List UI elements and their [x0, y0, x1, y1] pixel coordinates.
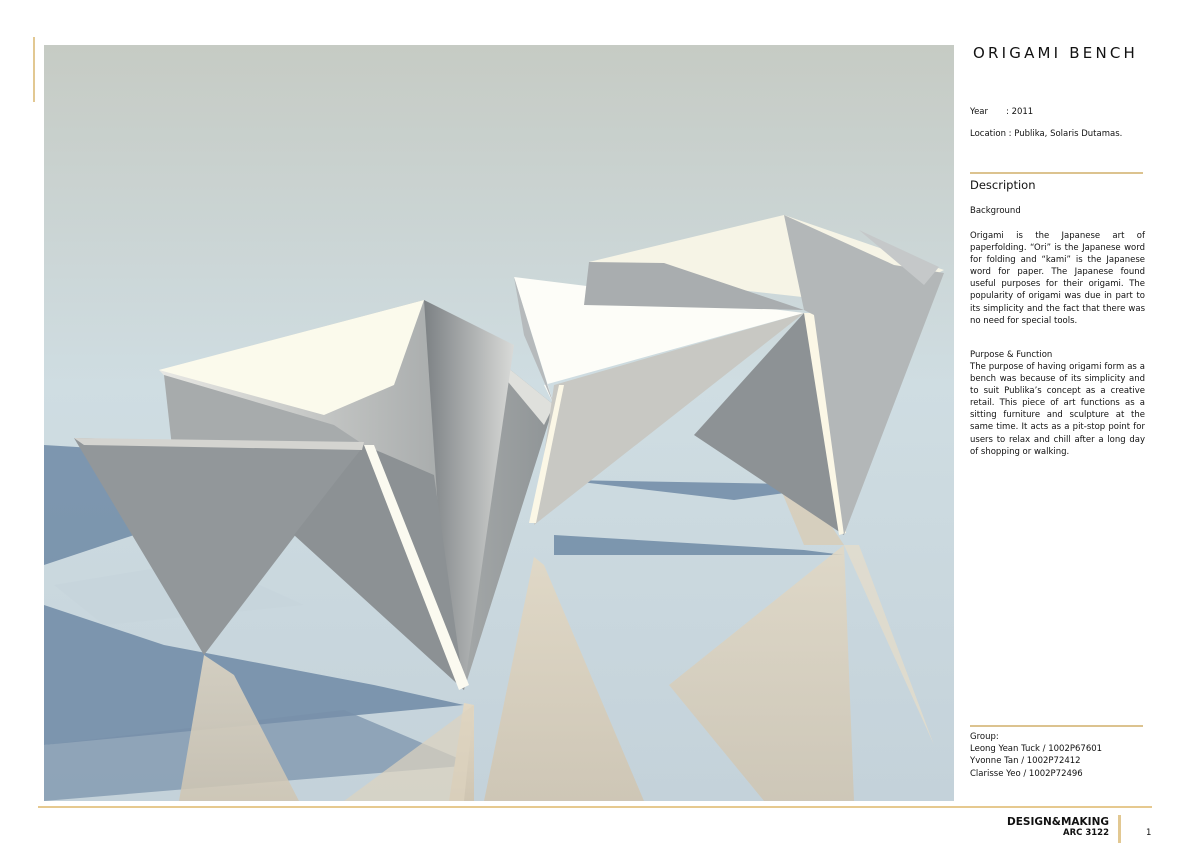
year-row — [970, 107, 1033, 117]
origami-bench-render — [44, 45, 954, 801]
group-member: Clarisse Yeo / 1002P72496 — [970, 768, 1083, 779]
purpose-text: The purpose of having origami form as a bench was because of its simplicity and to suit Publika’s concept as a creative retail. This piece of art functions as a sitting furniture and sculpture at the same time. It acts as a pit-stop point for users to relax and chill after a long day of shopping or walking. — [970, 362, 1145, 457]
group-member: Leong Yean Tuck / 1002P67601 — [970, 744, 1103, 755]
page-number: 1 — [1146, 828, 1152, 838]
course-code: ARC 3122 — [1063, 828, 1109, 838]
left-accent-bar — [33, 37, 35, 102]
group-label: Group: — [970, 732, 999, 742]
section-divider-group — [970, 725, 1143, 727]
course-block — [1007, 817, 1109, 839]
footer-divider-line — [38, 806, 1152, 808]
year-label: Year — [970, 107, 988, 117]
render-illustration — [44, 45, 954, 801]
description-heading: Description — [970, 178, 1036, 192]
year-value: : 2011 — [1006, 107, 1034, 117]
group-members — [970, 731, 1102, 780]
group-member: Yvonne Tan / 1002P72412 — [970, 756, 1081, 767]
footer-accent-bar — [1118, 815, 1121, 843]
purpose-heading: Purpose & Function — [970, 350, 1053, 360]
section-divider-top — [970, 172, 1143, 174]
background-heading: Background — [970, 206, 1021, 216]
course-name: DESIGN&MAKING — [1007, 816, 1109, 828]
location-value: : Publika, Solaris Dutamas. — [1008, 129, 1123, 139]
background-text: Origami is the Japanese art of paperfolding. “Ori” is the Japanese word for folding and “kami” is the Japanese word for paper. The Japanese found useful purposes for their origami. The popularity of origami was due in part to its simplicity and the fact that there was no need for special tools. — [970, 231, 1145, 326]
location-row — [970, 129, 1122, 139]
page-title: ORIGAMI BENCH — [973, 44, 1139, 62]
location-label: Location — [970, 129, 1006, 139]
